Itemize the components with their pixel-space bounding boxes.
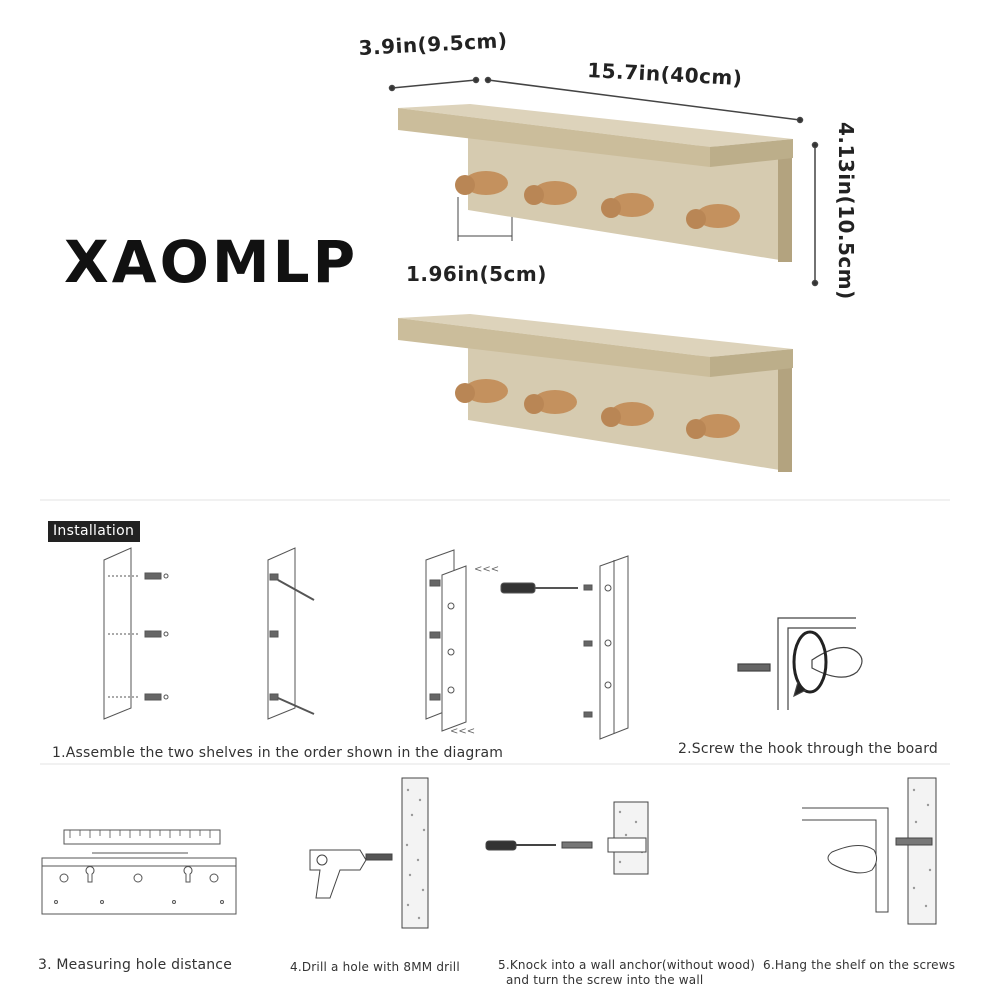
depth-dimension-label: 3.9in(9.5cm) <box>358 28 508 60</box>
svg-text:<<<: <<< <box>474 564 500 575</box>
step4-diagram <box>310 778 428 928</box>
step-1-caption: 1.Assemble the two shelves in the order shown in the diagram <box>52 745 504 761</box>
step3-diagram <box>42 830 236 914</box>
shelf-top <box>398 104 793 262</box>
brand-logo: XAOMLP <box>64 228 359 296</box>
installation-heading: Installation <box>48 521 140 542</box>
step-3-caption: 3. Measuring hole distance <box>38 957 233 973</box>
step-4-caption: 4.Drill a hole with 8MM drill <box>290 960 460 974</box>
shelf-bottom <box>398 314 793 472</box>
step-6-caption: 6.Hang the shelf on the screws <box>763 958 956 972</box>
length-dimension-label: 15.7in(40cm) <box>586 58 744 91</box>
step2-diagram <box>738 618 862 710</box>
step6-diagram <box>802 778 936 924</box>
step5-diagram <box>486 802 648 874</box>
svg-text:<<<: <<< <box>450 726 476 737</box>
height-dimension-label: 4.13in(10.5cm) <box>834 122 858 300</box>
step-5-caption: 5.Knock into a wall anchor(without wood) <box>498 958 756 972</box>
step1-diagram <box>104 548 628 739</box>
step-5-caption-line2: and turn the screw into the wall <box>506 973 704 987</box>
hook-spacing-label: 1.96in(5cm) <box>406 262 547 286</box>
step-2-caption: 2.Screw the hook through the board <box>678 741 939 757</box>
